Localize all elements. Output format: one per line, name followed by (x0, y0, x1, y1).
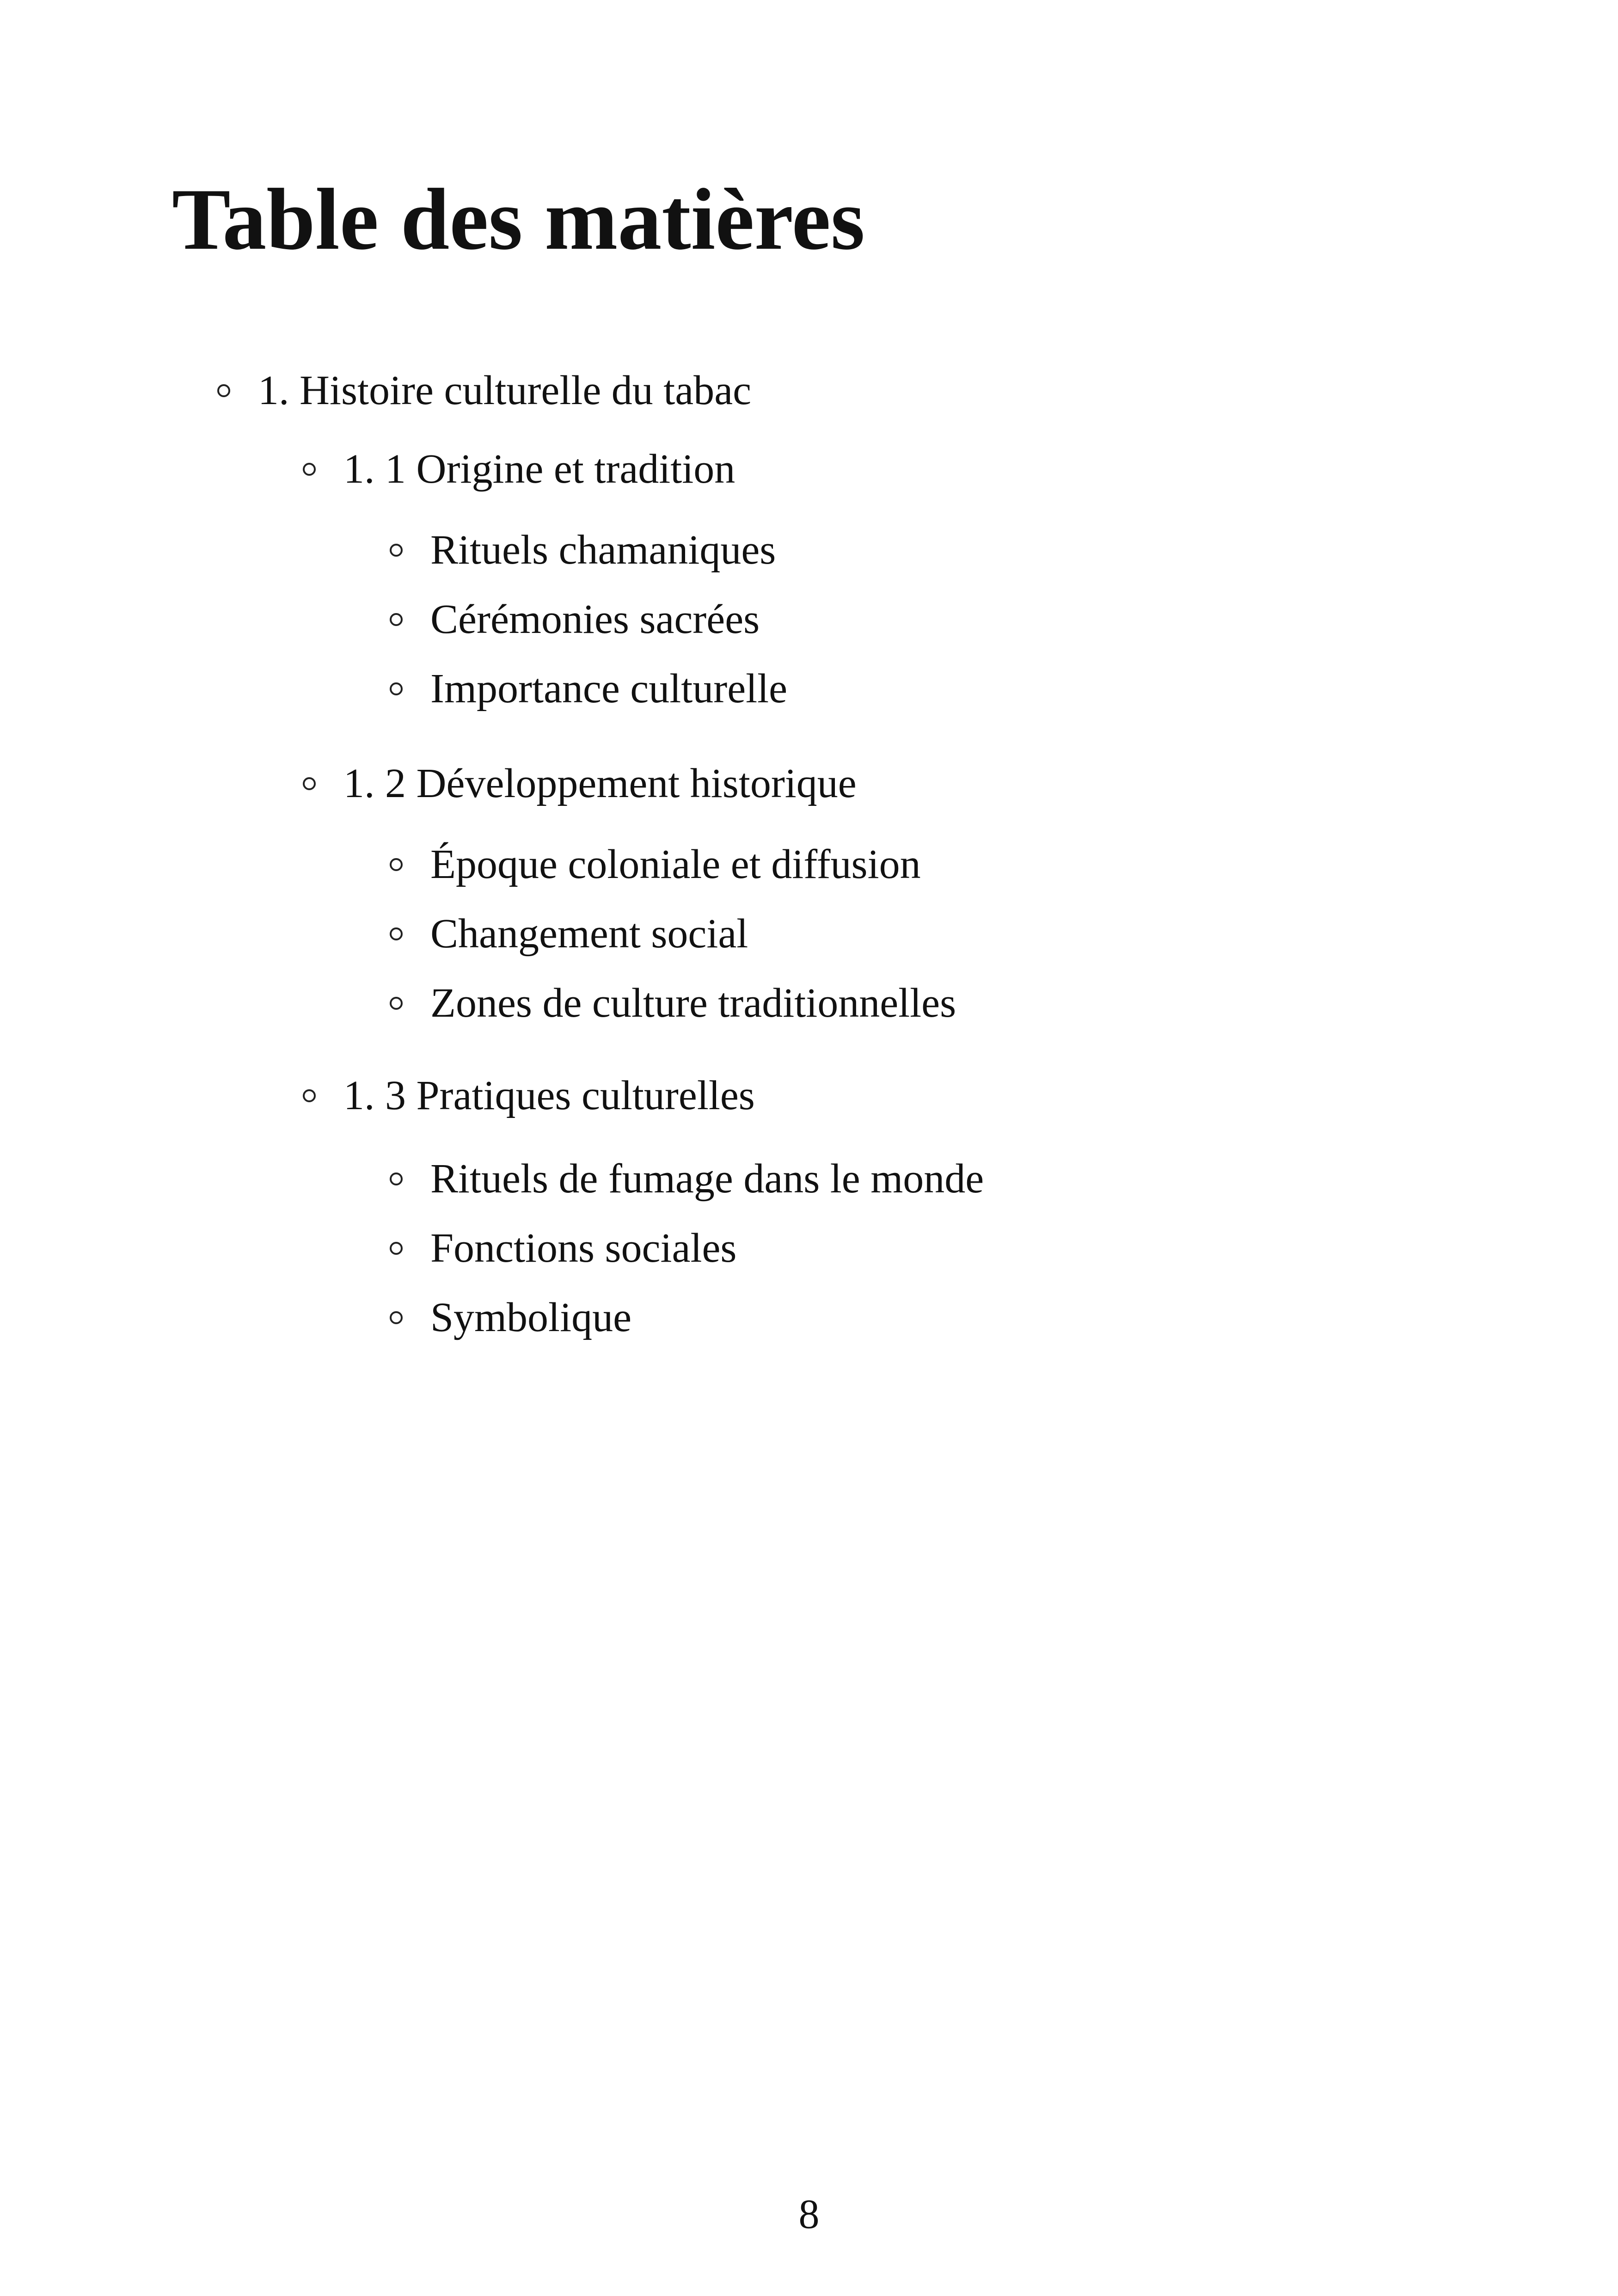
page-number: 8 (798, 2192, 820, 2237)
toc-item[interactable] (390, 982, 956, 1024)
toc-item-label: Rituels chamaniques (430, 527, 776, 573)
toc-section-1-1[interactable] (303, 448, 735, 490)
toc-item[interactable] (390, 1297, 631, 1338)
toc-item-label: Époque coloniale et diffusion (430, 841, 921, 887)
toc-item-label: Importance culturelle (430, 666, 788, 712)
toc-item[interactable] (390, 1158, 984, 1200)
toc-item-label: Fonctions sociales (430, 1225, 737, 1271)
hollow-circle-bullet-icon (303, 777, 316, 790)
hollow-circle-bullet-icon (390, 1311, 403, 1324)
toc-item-label: Changement social (430, 911, 748, 957)
toc-section-1-3[interactable] (303, 1075, 755, 1117)
toc-section-label: 1. 3 Pratiques culturelles (343, 1073, 755, 1118)
hollow-circle-bullet-icon (390, 1242, 403, 1255)
page-title: Table des matières (172, 171, 865, 268)
toc-item-label: Symbolique (430, 1295, 632, 1340)
hollow-circle-bullet-icon (390, 682, 403, 695)
hollow-circle-bullet-icon (303, 463, 316, 476)
hollow-circle-bullet-icon (390, 858, 403, 871)
toc-item-label: Cérémonies sacrées (430, 596, 760, 642)
toc-item[interactable] (390, 1225, 737, 1271)
toc-chapter-1[interactable] (217, 370, 751, 411)
toc-section-label: 1. 1 Origine et tradition (343, 446, 735, 492)
toc-item[interactable] (390, 841, 921, 887)
toc-section-label: 1. 2 Développement historique (343, 761, 857, 806)
hollow-circle-bullet-icon (217, 384, 230, 397)
hollow-circle-bullet-icon (390, 1173, 403, 1185)
toc-item[interactable] (390, 668, 787, 710)
hollow-circle-bullet-icon (390, 927, 403, 940)
toc-chapter-label: 1. Histoire culturelle du tabac (258, 368, 752, 413)
toc-item[interactable] (390, 596, 760, 642)
hollow-circle-bullet-icon (390, 544, 403, 557)
hollow-circle-bullet-icon (390, 613, 403, 626)
toc-item[interactable] (390, 529, 776, 571)
toc-item-label: Rituels de fumage dans le monde (430, 1156, 984, 1202)
toc-section-1-2[interactable] (303, 763, 857, 804)
hollow-circle-bullet-icon (303, 1089, 316, 1102)
hollow-circle-bullet-icon (390, 997, 403, 1010)
toc-item-label: Zones de culture traditionnelles (430, 980, 956, 1026)
toc-item[interactable] (390, 913, 748, 955)
